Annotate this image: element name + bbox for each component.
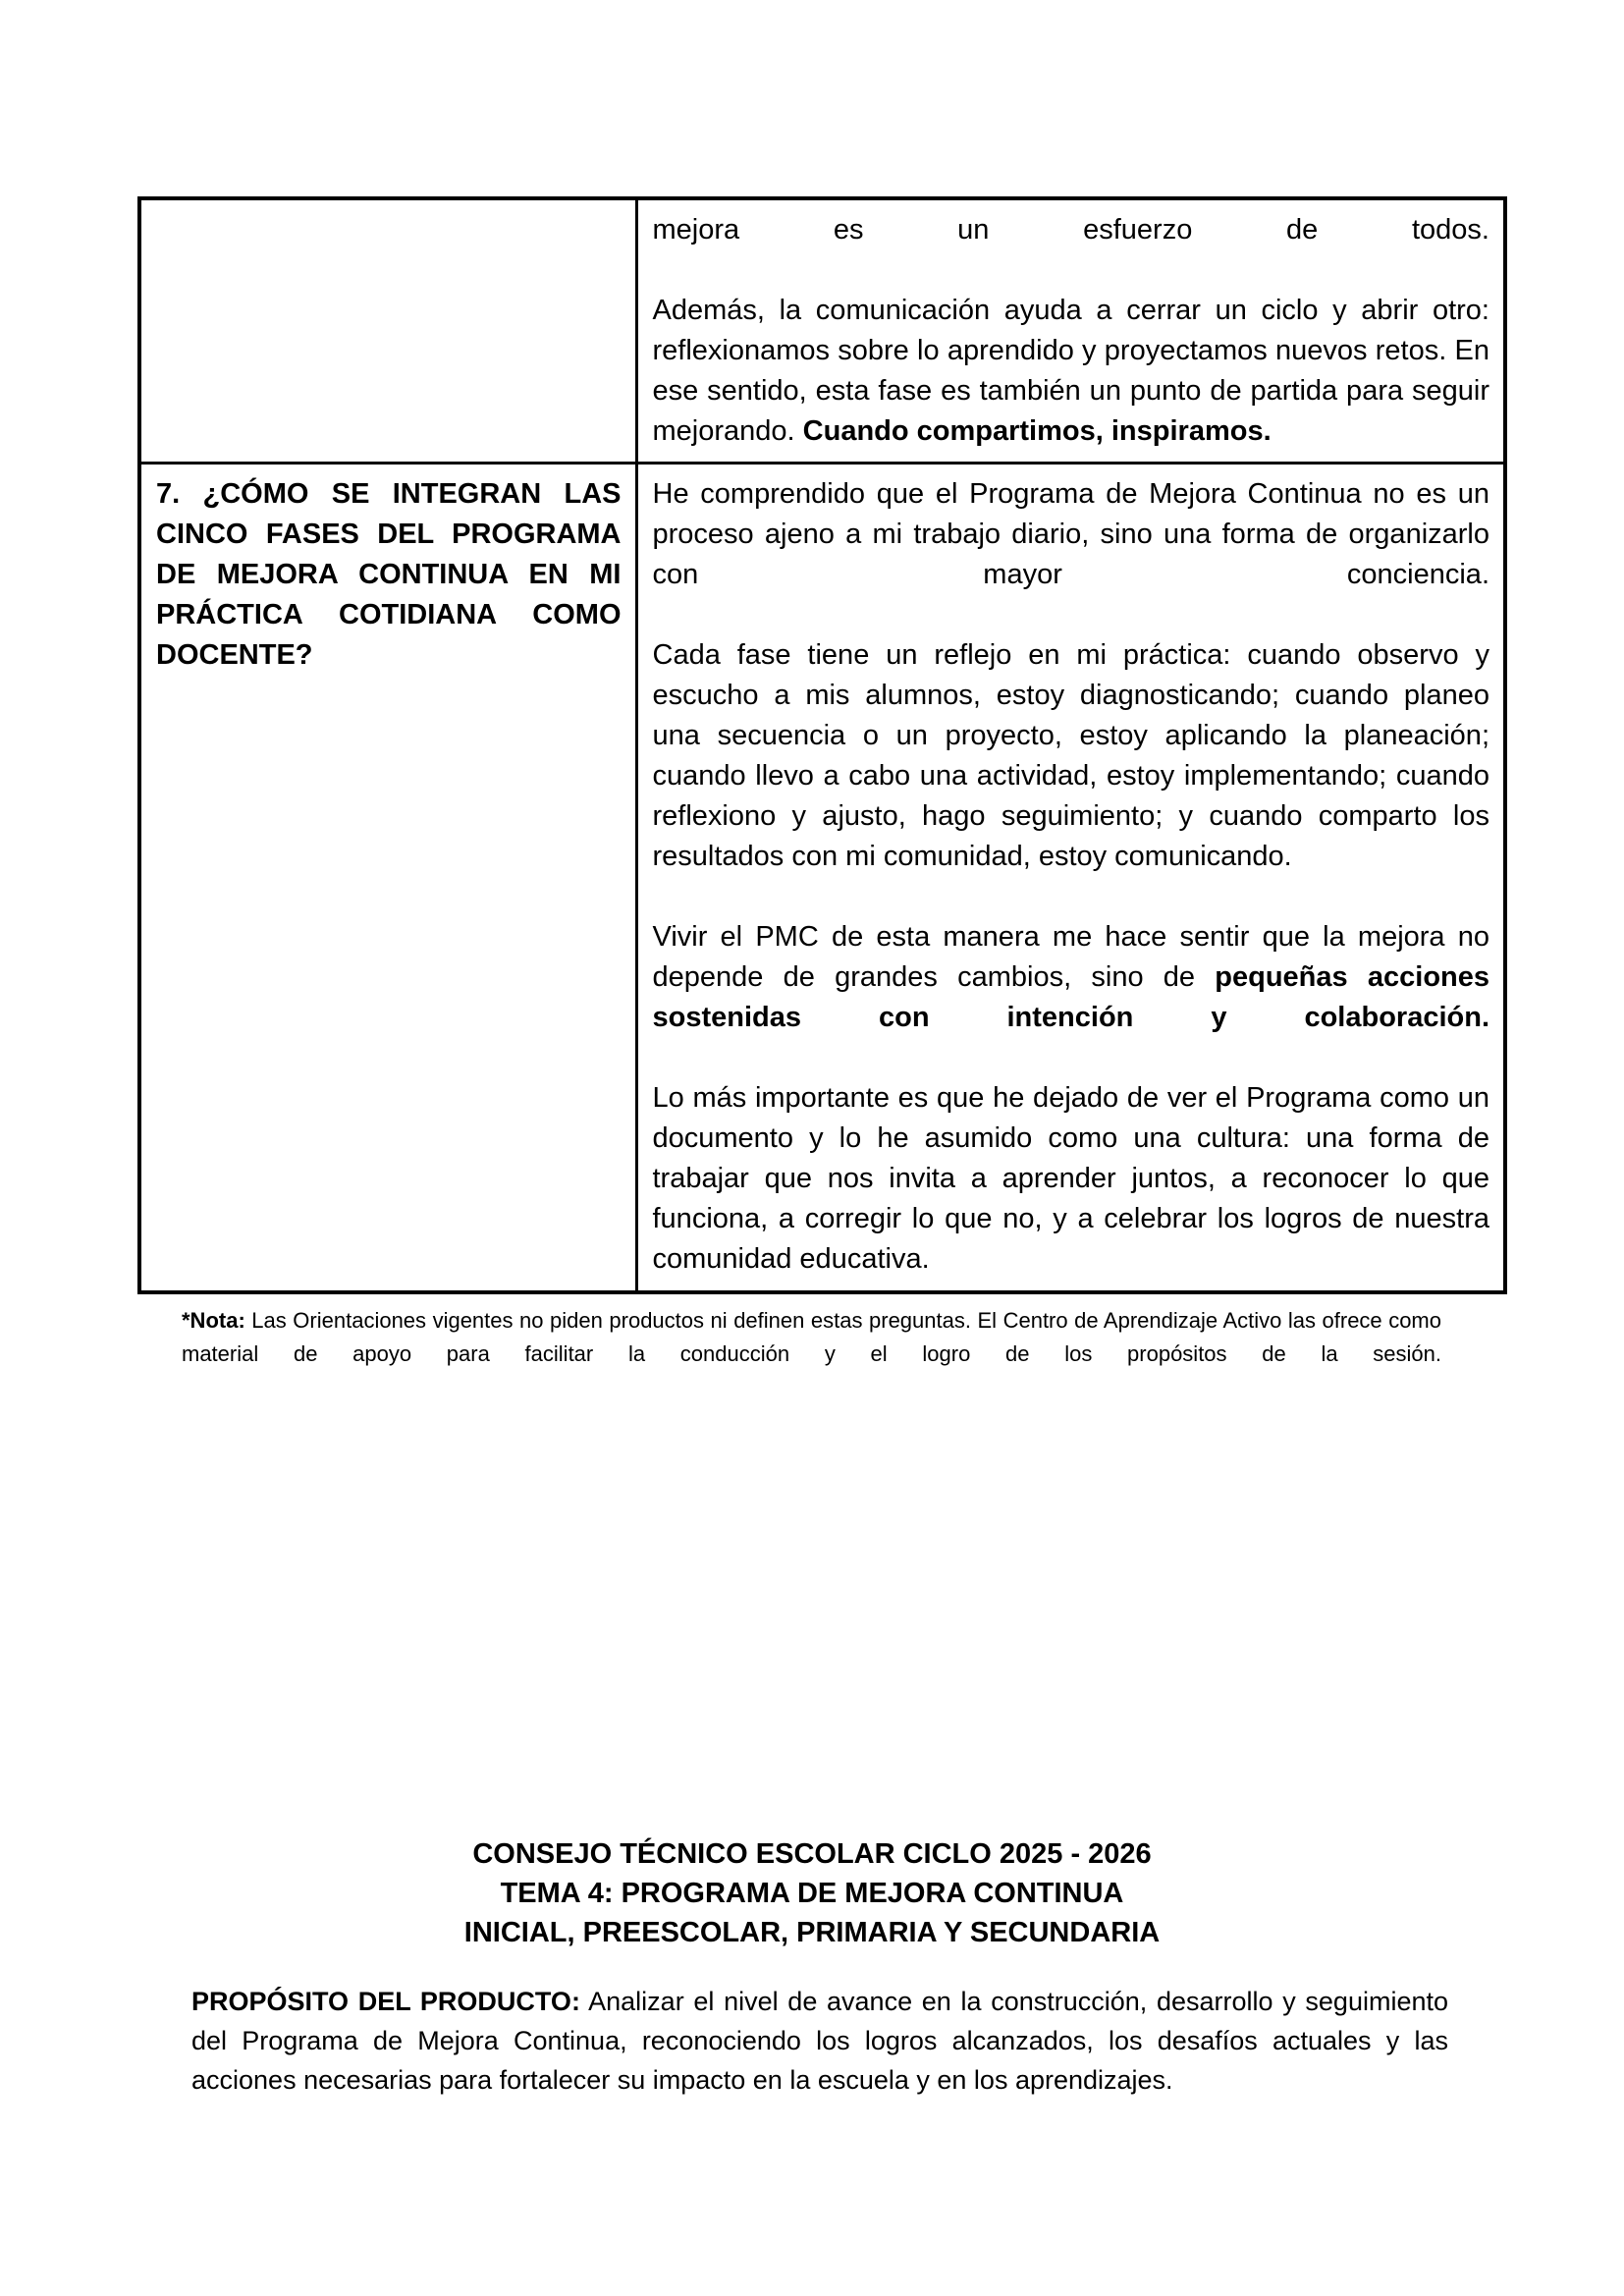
- product-purpose: PROPÓSITO DEL PRODUCTO: Analizar el nivel de avance en la construcción, desarrollo y seguimiento del Programa de Mejora Continua, reconociendo los logros alcanzados, los desafíos actuales y las acciones necesarias para fortalecer su impacto en la escuela y en los aprendizajes.: [191, 1987, 1448, 2095]
- table-row-question-7: [139, 463, 1505, 1292]
- footer-headings: [0, 1834, 1624, 1952]
- answer-cell-continuation: [636, 198, 1505, 463]
- answer-cell: [636, 463, 1505, 1292]
- answer-paragraph: He comprendido que el Programa de Mejora Continua no es un proceso ajeno a mi trabajo diario, sino una forma de organizarlo con mayor conciencia.: [652, 477, 1489, 590]
- footer-heading-line: INICIAL, PREESCOLAR, PRIMARIA Y SECUNDARIA: [463, 1917, 1161, 1948]
- footer-heading-line: CONSEJO TÉCNICO ESCOLAR CICLO 2025 - 2026: [472, 1838, 1152, 1870]
- question-text: 7. ¿CÓMO SE INTEGRAN LAS CINCO FASES DEL PROGRAMA DE MEJORA CONTINUA EN MI PRÁCTICA COTIDIANA COMO DOCENTE?: [156, 477, 622, 671]
- footnote: *Nota: Las Orientaciones vigentes no piden productos ni definen estas preguntas. El Centro de Aprendizaje Activo las ofrece como material de apoyo para facilitar la conducción y el logro de los propósitos de la sesión.: [182, 1308, 1441, 1366]
- answer-paragraph: Además, la comunicación ayuda a cerrar un ciclo y abrir otro: reflexionamos sobre lo aprendido y proyectamos nuevos retos. En ese sentido, esta fase es también un punto de partida para seguir mejorando. Cuando compartimos, inspiramos.: [652, 295, 1489, 447]
- answer-paragraph: mejora es un esfuerzo de todos.: [652, 214, 1489, 246]
- answer-paragraph: Lo más importante es que he dejado de ver el Programa como un documento y lo he asumido como una cultura: una forma de trabajar que nos invita a aprender juntos, a reconocer lo que funciona, a corregir lo que no, y a celebrar los logros de nuestra comunidad educativa.: [652, 1081, 1489, 1275]
- table-row-continuation: [139, 198, 1505, 463]
- question-cell-empty: [139, 198, 636, 463]
- answer-paragraph: Cada fase tiene un reflejo en mi práctica: cuando observo y escucho a mis alumnos, estoy diagnosticando; cuando planeo una secuencia o un proyecto, estoy aplicando la planeación; cuando llevo a cabo una actividad, estoy implementando; cuando reflexiono y ajusto, hago seguimiento; y cuando comparto los resultados con mi comunidad, estoy comunicando.: [652, 638, 1489, 872]
- content-table: [137, 196, 1507, 1294]
- question-cell: [139, 463, 636, 1292]
- answer-paragraph: Vivir el PMC de esta manera me hace sentir que la mejora no depende de grandes cambios, sino de pequeñas acciones sostenidas con intención y colaboración.: [652, 920, 1490, 1033]
- footer-heading-line: TEMA 4: PROGRAMA DE MEJORA CONTINUA: [500, 1878, 1124, 1909]
